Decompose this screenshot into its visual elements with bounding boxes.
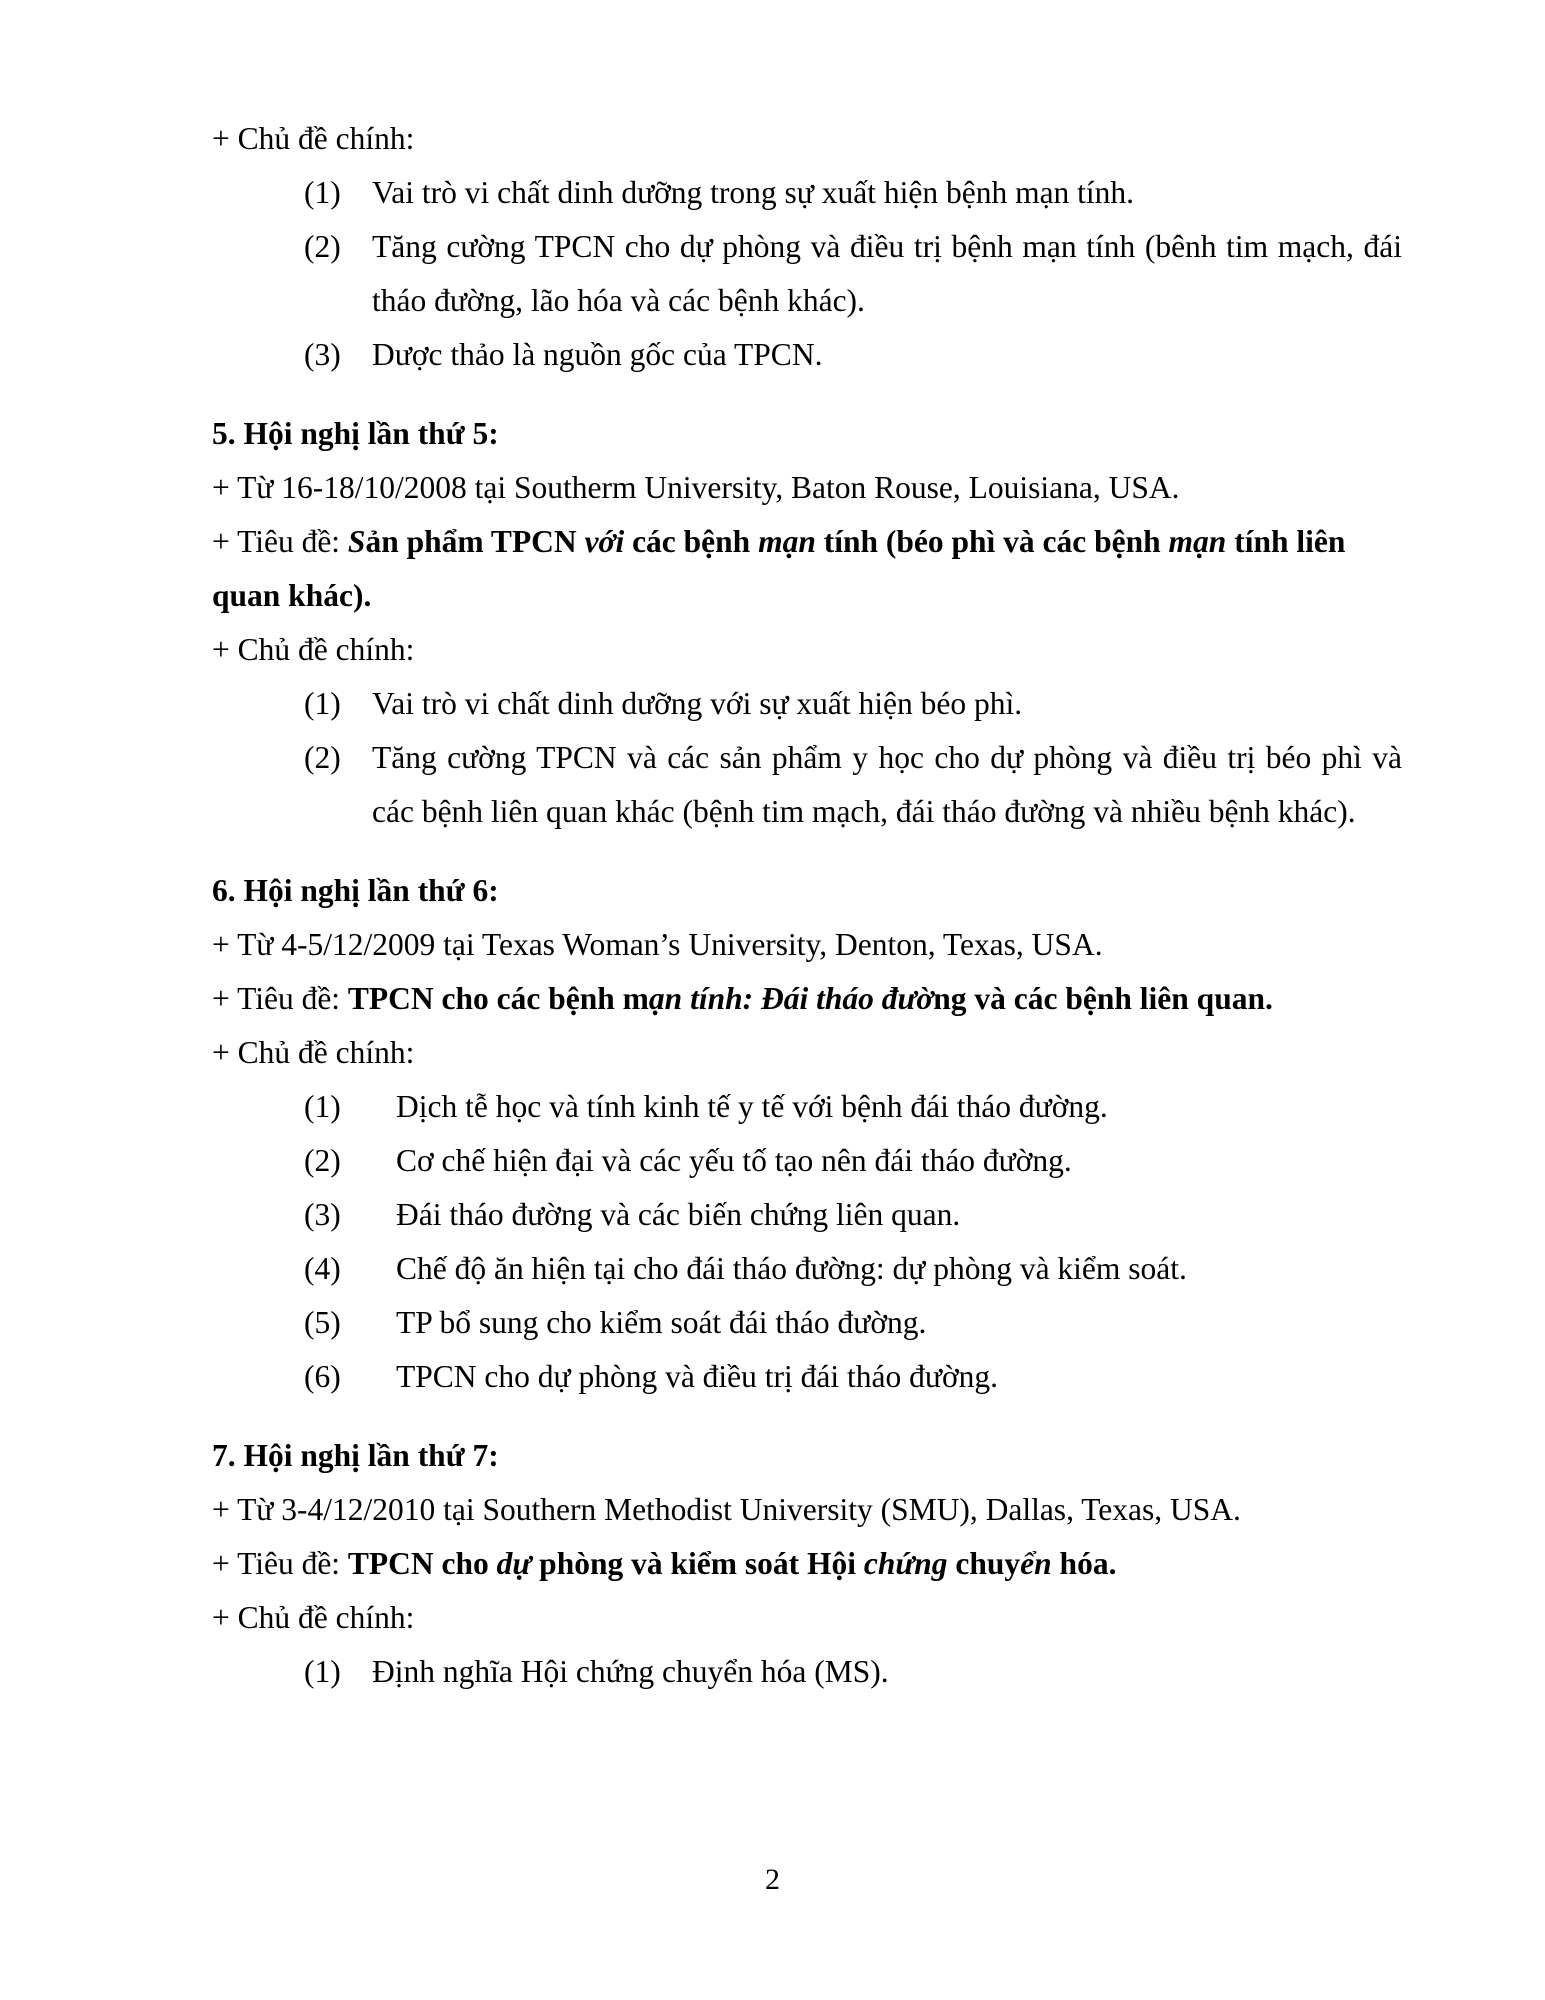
item-text: Vai trò vi chất dinh dưỡng trong sự xuất hiện bệnh mạn tính. bbox=[372, 175, 1135, 210]
list-item bbox=[212, 220, 1402, 328]
item-number: (2) bbox=[304, 229, 341, 264]
list-item bbox=[212, 166, 1402, 220]
title-prefix: + Tiêu đề: bbox=[212, 981, 348, 1016]
topics-label: + Chủ đề chính: bbox=[212, 1035, 415, 1070]
item-text: Chế độ ăn hiện tại cho đái tháo đường: dự phòng và kiểm soát. bbox=[396, 1251, 1187, 1286]
item-text: Cơ chế hiện đại và các yếu tố tạo nên đái tháo đường. bbox=[396, 1143, 1072, 1178]
topics-label: + Chủ đề chính: bbox=[212, 1600, 415, 1635]
conference-title-line bbox=[212, 1537, 1402, 1591]
title-part: tính liên quan khác). bbox=[212, 524, 1346, 613]
title-part: ản phẩm bbox=[365, 524, 484, 559]
title-part: dự bbox=[496, 1546, 532, 1581]
title-part: phòng và kiểm soát Hội bbox=[531, 1546, 864, 1581]
item-number: (2) bbox=[304, 1143, 341, 1178]
list-item bbox=[212, 1188, 1402, 1242]
title-part: TPCN cho bbox=[347, 1546, 497, 1581]
title-part: với bbox=[584, 524, 625, 559]
list-item bbox=[212, 1296, 1402, 1350]
date-location-line: + Từ 3-4/12/2010 tại Southern Methodist University (SMU), Dallas, Texas, USA. bbox=[212, 1492, 1241, 1527]
item-text: Dược thảo là nguồn gốc của TPCN. bbox=[372, 337, 823, 372]
title-part: mạn bbox=[758, 524, 816, 559]
topics-label: + Chủ đề chính: bbox=[212, 121, 415, 156]
title-part: chuy bbox=[947, 1546, 1021, 1581]
list-item bbox=[212, 1645, 1402, 1699]
title-part: tính (béo phì và các bệnh bbox=[815, 524, 1169, 559]
item-text: Định nghĩa Hội chứng chuyển hóa (MS). bbox=[372, 1654, 889, 1689]
item-number: (1) bbox=[304, 1654, 341, 1689]
title-part: các bệnh bbox=[624, 524, 759, 559]
list-item bbox=[212, 731, 1402, 839]
list-item bbox=[212, 677, 1402, 731]
item-number: (3) bbox=[304, 337, 341, 372]
title-prefix: + Tiêu đề: bbox=[212, 524, 348, 559]
item-number: (1) bbox=[304, 686, 341, 721]
item-text: Đái tháo đường và các biến chứng liên quan. bbox=[396, 1197, 961, 1232]
section-heading-conf6: 6. Hội nghị lần thứ 6: bbox=[212, 873, 499, 908]
item-number: (1) bbox=[304, 1089, 341, 1124]
item-text: Vai trò vi chất dinh dưỡng với sự xuất hiện béo phì. bbox=[372, 686, 1023, 721]
section-heading-conf5: 5. Hội nghị lần thứ 5: bbox=[212, 416, 499, 451]
title-prefix: + Tiêu đề: bbox=[212, 1546, 348, 1581]
title-part: mạn bbox=[1168, 524, 1227, 559]
page-number: 2 bbox=[765, 1863, 780, 1896]
page-content bbox=[212, 112, 1402, 1699]
title-part: ạn tính: Đái tháo đườ bbox=[648, 981, 934, 1016]
title-part: chứng bbox=[863, 1546, 948, 1581]
list-item bbox=[212, 1080, 1402, 1134]
date-location-line: + Từ 4-5/12/2009 tại Texas Woman’s University, Denton, Texas, USA. bbox=[212, 927, 1103, 962]
conference-title-line bbox=[212, 972, 1402, 1026]
item-text: TP bổ sung cho kiểm soát đái tháo đường. bbox=[396, 1305, 927, 1340]
list-item bbox=[212, 1242, 1402, 1296]
date-location-line: + Từ 16-18/10/2008 tại Southerm University, Baton Rouse, Louisiana, USA. bbox=[212, 470, 1180, 505]
item-text: Dịch tễ học và tính kinh tế y tế với bệnh đái tháo đường. bbox=[396, 1089, 1108, 1124]
item-number: (4) bbox=[304, 1251, 341, 1286]
title-part: hóa. bbox=[1051, 1546, 1117, 1581]
title-part: S bbox=[347, 524, 366, 559]
list-item bbox=[212, 1350, 1402, 1404]
item-number: (3) bbox=[304, 1197, 341, 1232]
list-item bbox=[212, 328, 1402, 382]
item-number: (5) bbox=[304, 1305, 341, 1340]
title-part: ng và các bệnh liên quan. bbox=[933, 981, 1273, 1016]
item-number: (1) bbox=[304, 175, 341, 210]
item-text: Tăng cường TPCN và các sản phẩm y học cho dự phòng và điều trị béo phì và các bệnh liên quan khác (bệnh tim mạch, đái tháo đường và nhiều bệnh khác). bbox=[372, 740, 1402, 829]
item-number: (6) bbox=[304, 1359, 341, 1394]
item-text: Tăng cường TPCN cho dự phòng và điều trị bệnh mạn tính (bênh tim mạch, đái tháo đường, lão hóa và các bệnh khác). bbox=[372, 229, 1402, 318]
title-part: ển bbox=[1020, 1546, 1052, 1581]
section-heading-conf7: 7. Hội nghị lần thứ 7: bbox=[212, 1438, 499, 1473]
title-part: TPCN bbox=[483, 524, 585, 559]
conference-title-line bbox=[212, 515, 1402, 623]
list-item bbox=[212, 1134, 1402, 1188]
item-number: (2) bbox=[304, 740, 341, 775]
title-part: TPCN cho các bệnh m bbox=[347, 981, 649, 1016]
item-text: TPCN cho dự phòng và điều trị đái tháo đường. bbox=[396, 1359, 998, 1394]
topics-label: + Chủ đề chính: bbox=[212, 632, 415, 667]
